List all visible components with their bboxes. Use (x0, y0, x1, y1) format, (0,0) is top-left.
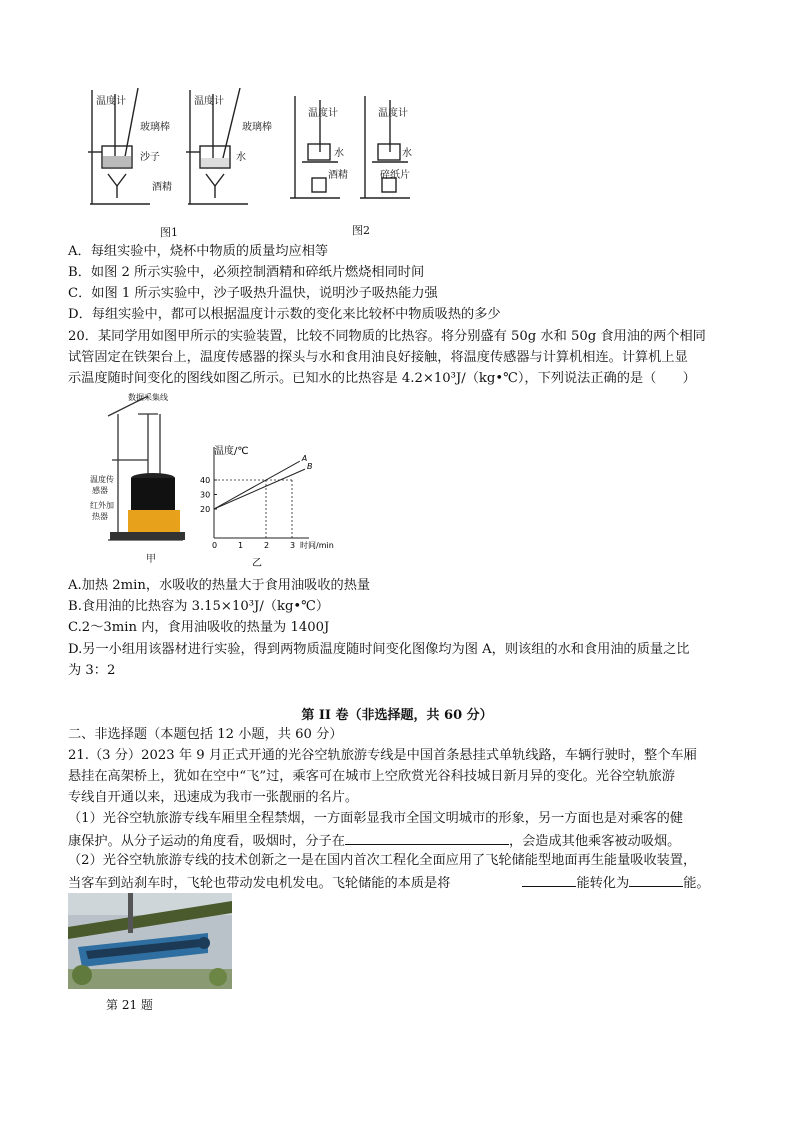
water-label: 水 (236, 152, 246, 163)
q20-temperature-chart (196, 440, 356, 570)
q20-apparatus-jia (88, 390, 198, 570)
glass-rod-label: 玻璃棒 (140, 122, 170, 133)
q21-part1-line2 (68, 830, 680, 852)
q20-option-a: A.加热 2min，水吸收的热量大于食用油吸收的热量 (68, 578, 371, 593)
monorail-photo (68, 893, 232, 989)
photo-caption: 第 21 题 (106, 998, 153, 1012)
q21-part2-text-a: 当客车到站刹车时，飞轮也带动发电机发电。飞轮储能的本质是将 (68, 876, 451, 891)
q20-stem-line2: 试管固定在铁架台上，温度传感器的探头与水和食用油良好接触，将温度传感器与计算机相连。计算机上显 (68, 350, 688, 365)
answer-blank[interactable] (345, 830, 509, 845)
q20-option-d-line1: D.另一小组用该器材进行实验，得到两物质温度随时间变化图像均为图 A，则该组的水和食用油的质量之比 (68, 642, 690, 657)
series-label-a: A (301, 454, 308, 464)
thermometer-label: 温度计 (308, 108, 338, 119)
yi-label: 乙 (252, 558, 262, 569)
thermometer-label: 温度计 (194, 96, 224, 107)
q19-apparatus-figure (80, 86, 420, 236)
q21-part1-text-b: ，会造成其他乘客被动吸烟。 (508, 834, 681, 849)
x-tick-label: 3 (290, 541, 296, 550)
x-axis-label: 时间/min (300, 541, 334, 550)
q20-option-c: C.2～3min 内，食用油吸收的热量为 1400J (68, 620, 330, 635)
y-axis-label: 温度/℃ (214, 446, 249, 457)
x-tick-label: 0 (212, 541, 218, 550)
q21-part1-line1: （1）光谷空轨旅游专线车厢里全程禁烟，一方面彰显我市全国文明城市的形象，另一方面也是对乘客的健 (68, 811, 684, 826)
water-label: 水 (334, 148, 344, 159)
series-line-b (214, 469, 305, 509)
part2-title: 第 II 卷（非选择题，共 60 分） (301, 708, 493, 723)
y-tick-label: 40 (200, 476, 211, 485)
heater-label-2: 热器 (92, 512, 108, 521)
chart-svg (196, 440, 356, 570)
fig1-caption: 图1 (160, 226, 178, 239)
q20-stem-line1: 20．某同学用如图甲所示的实验装置，比较不同物质的比热容。将分别盛有 50g 水和 50g 食用油的两个相同 (68, 329, 706, 344)
q19-option-b: B．如图 2 所示实验中，必须控制酒精和碎纸片燃烧相同时间 (68, 265, 425, 280)
apparatus-drawing (80, 86, 420, 236)
x-tick-label: 1 (238, 541, 244, 550)
jia-label: 甲 (146, 554, 156, 565)
q19-option-c: C．如图 1 所示实验中，沙子吸热升温快，说明沙子吸热能力强 (68, 286, 438, 301)
q21-stem-line3: 专线自开通以来，迅速成为我市一张靓丽的名片。 (68, 790, 359, 805)
answer-blank[interactable] (629, 872, 683, 887)
heater-label-1: 红外加 (90, 501, 114, 510)
q20-option-d-line2: 为 3：2 (68, 663, 116, 678)
sensor-label-1: 温度传 (90, 475, 114, 484)
alcohol-label: 酒精 (152, 182, 172, 193)
q21-part2-line2 (68, 872, 710, 894)
sensor-label-2: 感器 (92, 486, 108, 495)
q21-part1-text-a: 康保护。从分子运动的角度看，吸烟时，分子在 (68, 834, 345, 849)
section-heading: 二、非选择题（本题包括 12 小题，共 60 分） (68, 727, 343, 742)
q21-part2-text-b: 能转化为 (576, 876, 630, 891)
q20-stem-line3: 示温度随时间变化的图线如图乙所示。已知水的比热容是 4.2×10³J/（kg•℃），下列说法正确的是（ ） (68, 371, 696, 386)
q21-stem-line1: 21.（3 分）2023 年 9 月正式开通的光谷空轨旅游专线是中国首条悬挂式单轨线路，车辆行驶时，整个车厢 (68, 748, 697, 763)
y-tick-label: 30 (200, 490, 211, 500)
sand-label: 沙子 (140, 152, 160, 163)
water-label: 水 (402, 148, 412, 159)
q19-option-a: A．每组实验中，烧杯中物质的质量均应相等 (68, 244, 329, 259)
y-tick-label: 20 (200, 505, 211, 514)
series-label-b: B (307, 462, 313, 472)
q21-stem-line2: 悬挂在高架桥上，犹如在空中“飞”过，乘客可在城市上空欣赏光谷科技城日新月异的变化。光谷空轨旅游 (68, 769, 675, 784)
alcohol-label: 酒精 (328, 170, 348, 181)
thermometer-label: 温度计 (96, 96, 126, 107)
q21-part2-text-c: 能。 (683, 876, 710, 891)
fig2-caption: 图2 (352, 224, 370, 237)
q21-part2-line1: （2）光谷空轨旅游专线的技术创新之一是在国内首次工程化全面应用了飞轮储能型地面再生能量吸收装置， (68, 853, 697, 868)
q19-option-d: D．每组实验中，都可以根据温度计示数的变化来比较杯中物质吸热的多少 (68, 307, 501, 322)
data-cable-label: 数据采集线 (128, 393, 168, 402)
glass-rod-label: 玻璃棒 (242, 122, 272, 133)
answer-blank[interactable] (522, 872, 576, 887)
paper-scraps-label: 碎纸片 (380, 170, 410, 181)
thermometer-label: 温度计 (378, 108, 408, 119)
q20-option-b: B.食用油的比热容为 3.15×10³J/（kg•℃） (68, 599, 330, 614)
x-tick-label: 2 (264, 541, 270, 550)
series-line-a (214, 461, 300, 509)
